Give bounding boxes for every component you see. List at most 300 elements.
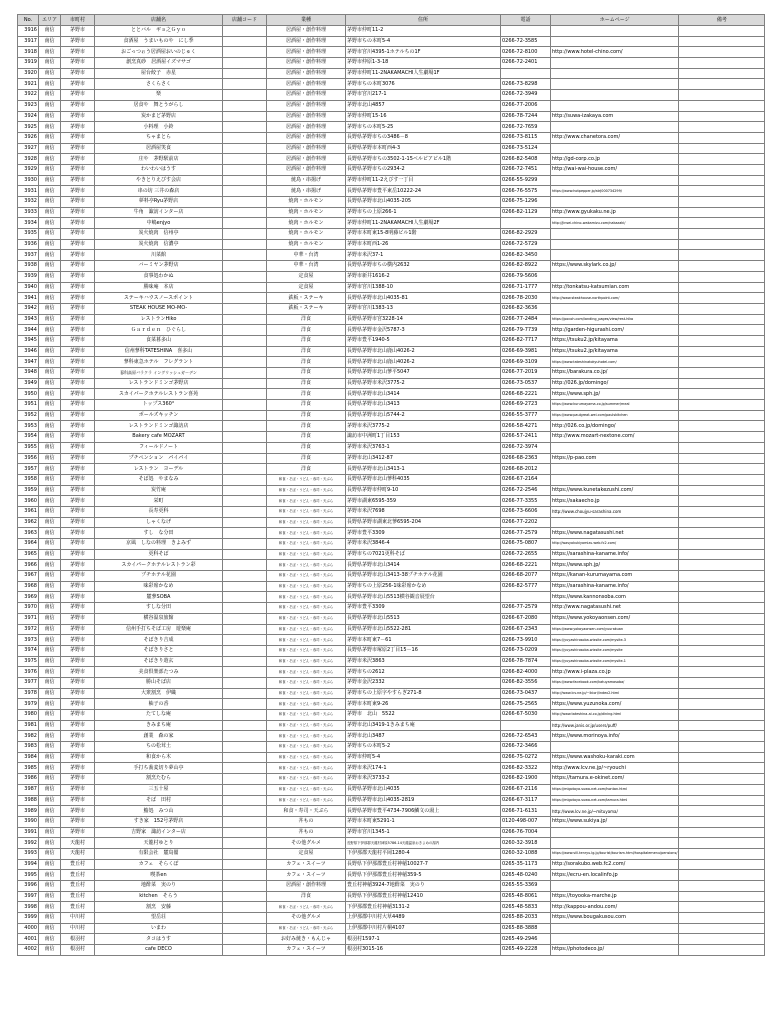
cell-area[interactable]: 南信	[39, 827, 61, 838]
cell-business-type[interactable]: 定食屋	[267, 848, 346, 859]
cell-municipality[interactable]: 茅野市	[61, 175, 95, 186]
cell-business-type[interactable]: 和食・寿司・天ぷら	[267, 806, 346, 817]
cell-address[interactable]: 長野県茅野市北山鹿山4026-2	[346, 357, 501, 368]
cell-phone[interactable]: 0266-73-0537	[501, 378, 551, 389]
cell-phone[interactable]: 0266-82-8922	[501, 261, 551, 272]
cell-store-name[interactable]: 天龍村ゆとり	[95, 838, 223, 849]
cell-business-type[interactable]: 居酒屋・創作料理	[267, 143, 346, 154]
cell-homepage[interactable]	[551, 58, 679, 69]
cell-remarks[interactable]	[679, 26, 765, 37]
cell-store-code[interactable]	[223, 710, 267, 721]
cell-store-name[interactable]: カフェ そらくぼ	[95, 859, 223, 870]
cell-phone[interactable]: 0266-72-8100	[501, 47, 551, 58]
cell-phone[interactable]: 0266-73-9910	[501, 635, 551, 646]
cell-homepage[interactable]	[551, 26, 679, 37]
cell-area[interactable]: 南信	[39, 378, 61, 389]
cell-address[interactable]: 茅野市仲町11-2	[346, 26, 501, 37]
cell-phone[interactable]: 0266-73-0209	[501, 645, 551, 656]
cell-no[interactable]: 3976	[18, 667, 39, 678]
cell-store-name[interactable]: 小料理 小鈴	[95, 122, 223, 133]
cell-no[interactable]: 3980	[18, 710, 39, 721]
cell-no[interactable]: 3930	[18, 175, 39, 186]
cell-remarks[interactable]	[679, 784, 765, 795]
cell-municipality[interactable]: 茅野市	[61, 100, 95, 111]
cell-phone[interactable]: 0266-73-6606	[501, 506, 551, 517]
cell-address[interactable]: 長野県茅野市北山5513	[346, 613, 501, 624]
cell-store-code[interactable]	[223, 742, 267, 753]
cell-business-type[interactable]: 和食・そば・うどん・寿司・天ぷら	[267, 592, 346, 603]
cell-remarks[interactable]	[679, 442, 765, 453]
cell-remarks[interactable]	[679, 881, 765, 892]
cell-address[interactable]: 茅野市仲町11-2えびす一丁目	[346, 175, 501, 186]
cell-area[interactable]: 南信	[39, 923, 61, 934]
cell-address[interactable]: 茅野市北山3419-1きみまち庵	[346, 720, 501, 731]
cell-area[interactable]: 南信	[39, 891, 61, 902]
cell-area[interactable]: 南信	[39, 218, 61, 229]
cell-municipality[interactable]: 茅野市	[61, 677, 95, 688]
cell-business-type[interactable]: 和食・そば・うどん・寿司・天ぷら	[267, 763, 346, 774]
cell-remarks[interactable]	[679, 218, 765, 229]
cell-store-name[interactable]: いまわ	[95, 923, 223, 934]
cell-no[interactable]: 3923	[18, 100, 39, 111]
cell-municipality[interactable]: 茅野市	[61, 645, 95, 656]
cell-area[interactable]: 南信	[39, 68, 61, 79]
cell-phone[interactable]: 0266-78-7874	[501, 656, 551, 667]
cell-phone[interactable]: 0265-48-5833	[501, 902, 551, 913]
cell-no[interactable]: 3981	[18, 720, 39, 731]
cell-no[interactable]: 3991	[18, 827, 39, 838]
cell-remarks[interactable]	[679, 710, 765, 721]
cell-remarks[interactable]	[679, 870, 765, 881]
cell-business-type[interactable]: 居酒屋・創作料理	[267, 132, 346, 143]
cell-homepage[interactable]	[551, 239, 679, 250]
cell-business-type[interactable]: 鉄板・ステーキ	[267, 293, 346, 304]
cell-business-type[interactable]: 居酒屋・創作料理	[267, 100, 346, 111]
cell-phone[interactable]: 0266-57-2411	[501, 432, 551, 443]
cell-area[interactable]: 南信	[39, 154, 61, 165]
cell-remarks[interactable]	[679, 389, 765, 400]
cell-no[interactable]: 3985	[18, 763, 39, 774]
cell-no[interactable]: 3919	[18, 58, 39, 69]
cell-business-type[interactable]: 和食・そば・うどん・寿司・天ぷら	[267, 560, 346, 571]
cell-remarks[interactable]	[679, 335, 765, 346]
cell-homepage[interactable]	[551, 838, 679, 849]
cell-homepage[interactable]: http://www.nagatasushi.net	[551, 603, 679, 614]
cell-homepage[interactable]	[551, 517, 679, 528]
cell-municipality[interactable]: 茅野市	[61, 624, 95, 635]
cell-homepage[interactable]: https://www.yuzunoka.com/	[551, 699, 679, 710]
cell-phone[interactable]: 0266-71-6131	[501, 806, 551, 817]
cell-business-type[interactable]: 焼鳥・串揚げ	[267, 186, 346, 197]
cell-homepage[interactable]: http://gd-corp.co.jp	[551, 154, 679, 165]
cell-store-code[interactable]	[223, 239, 267, 250]
cell-address[interactable]: 茅野市本町東9-26	[346, 699, 501, 710]
cell-store-code[interactable]	[223, 528, 267, 539]
cell-remarks[interactable]	[679, 795, 765, 806]
cell-area[interactable]: 南信	[39, 774, 61, 785]
cell-store-code[interactable]	[223, 282, 267, 293]
cell-homepage[interactable]: https://www.kannonsoba.com	[551, 592, 679, 603]
cell-homepage[interactable]	[551, 68, 679, 79]
cell-municipality[interactable]: 茅野市	[61, 314, 95, 325]
cell-area[interactable]: 南信	[39, 26, 61, 37]
cell-municipality[interactable]: 茅野市	[61, 539, 95, 550]
cell-municipality[interactable]: 茅野市	[61, 549, 95, 560]
cell-area[interactable]: 南信	[39, 934, 61, 945]
cell-homepage[interactable]: https://www.skylark.co.jp/	[551, 261, 679, 272]
cell-store-name[interactable]: 勝味庵 本店	[95, 282, 223, 293]
cell-phone[interactable]: 0266-78-2030	[501, 293, 551, 304]
cell-address[interactable]: 長野県茅野市本町西4-3	[346, 143, 501, 154]
cell-homepage[interactable]: http://www.choujyu-sarashina.com	[551, 506, 679, 517]
cell-area[interactable]: 南信	[39, 838, 61, 849]
cell-municipality[interactable]: 茅野市	[61, 207, 95, 218]
cell-area[interactable]: 南信	[39, 592, 61, 603]
cell-store-code[interactable]	[223, 432, 267, 443]
cell-store-code[interactable]	[223, 913, 267, 924]
cell-homepage[interactable]: https://www.bougakusou.com	[551, 913, 679, 924]
cell-store-code[interactable]	[223, 378, 267, 389]
cell-homepage[interactable]: https://www.facebook.com/katuyamasoba/	[551, 677, 679, 688]
cell-no[interactable]: 3972	[18, 624, 39, 635]
cell-address[interactable]: 長野県茅野市北山4035	[346, 784, 501, 795]
cell-no[interactable]: 3935	[18, 229, 39, 240]
cell-no[interactable]: 3917	[18, 36, 39, 47]
cell-store-name[interactable]: 味彩席かなめ	[95, 581, 223, 592]
cell-phone[interactable]: 0266-79-7739	[501, 325, 551, 336]
cell-homepage[interactable]: https://www.kunetakezushi.com/	[551, 485, 679, 496]
cell-phone[interactable]	[501, 26, 551, 37]
cell-municipality[interactable]: 茅野市	[61, 506, 95, 517]
cell-store-name[interactable]: 蓼科高原バラクラ イングリッシュガーデン	[95, 368, 223, 379]
cell-homepage[interactable]: https://sarashina-kaname.info/	[551, 549, 679, 560]
cell-no[interactable]: 3939	[18, 271, 39, 282]
cell-municipality[interactable]: 茅野市	[61, 603, 95, 614]
cell-store-name[interactable]: 食菜暮多山	[95, 335, 223, 346]
cell-store-name[interactable]: 大衆割烹 伊織	[95, 688, 223, 699]
cell-business-type[interactable]: 焼肉・ホルモン	[267, 197, 346, 208]
cell-phone[interactable]: 0265-48-8061	[501, 891, 551, 902]
cell-no[interactable]: 3933	[18, 207, 39, 218]
cell-municipality[interactable]: 茅野市	[61, 432, 95, 443]
cell-area[interactable]: 南信	[39, 560, 61, 571]
cell-store-name[interactable]: 屋台餃子 赤星	[95, 68, 223, 79]
cell-store-name[interactable]: 創烹真砂 居酒屋イズマサゴ	[95, 58, 223, 69]
cell-phone[interactable]: 0266-67-5030	[501, 710, 551, 721]
cell-no[interactable]: 3982	[18, 731, 39, 742]
cell-store-code[interactable]	[223, 677, 267, 688]
cell-store-name[interactable]: しゃくなげ	[95, 517, 223, 528]
cell-phone[interactable]: 0266-67-3117	[501, 795, 551, 806]
cell-address[interactable]: 茅野市北山4857	[346, 100, 501, 111]
cell-store-code[interactable]	[223, 699, 267, 710]
cell-address[interactable]: 長野県茅野市ちの横内2632	[346, 261, 501, 272]
cell-no[interactable]: 3916	[18, 26, 39, 37]
cell-area[interactable]: 南信	[39, 902, 61, 913]
cell-area[interactable]: 南信	[39, 784, 61, 795]
cell-remarks[interactable]	[679, 410, 765, 421]
cell-store-name[interactable]: 京風 しなの料理 きよみず	[95, 539, 223, 550]
cell-homepage[interactable]: http://sorakubo.web.fc2.com/	[551, 859, 679, 870]
cell-business-type[interactable]: 和食・そば・うどん・寿司・天ぷら	[267, 774, 346, 785]
cell-business-type[interactable]: 和食・そば・うどん・寿司・天ぷら	[267, 656, 346, 667]
cell-address[interactable]: 茅野市米沢37-1	[346, 250, 501, 261]
cell-homepage[interactable]	[551, 271, 679, 282]
cell-municipality[interactable]: 豊丘村	[61, 870, 95, 881]
cell-store-code[interactable]	[223, 271, 267, 282]
cell-homepage[interactable]: http://jinsei.chino-wakamizu.com/nakazaki/	[551, 218, 679, 229]
cell-phone[interactable]: 0265-48-0240	[501, 870, 551, 881]
cell-phone[interactable]: 0265-88-3888	[501, 923, 551, 934]
cell-address[interactable]: 茅野市本町東15-8明藤ビル1階	[346, 229, 501, 240]
cell-store-name[interactable]: 夢料亭Ryu茅野店	[95, 197, 223, 208]
cell-store-name[interactable]: 三五十屋	[95, 784, 223, 795]
cell-store-name[interactable]: すしな分田	[95, 603, 223, 614]
cell-remarks[interactable]	[679, 581, 765, 592]
cell-phone[interactable]: 0266-69-2723	[501, 400, 551, 411]
cell-homepage[interactable]: https://tsuku2.jp/kitayama	[551, 346, 679, 357]
cell-phone[interactable]: 0266-77-2202	[501, 517, 551, 528]
cell-store-name[interactable]: 庄や 茅野駅前店	[95, 154, 223, 165]
cell-store-name[interactable]: STEAK HOUSE MO-MO-	[95, 303, 223, 314]
cell-business-type[interactable]: 鉄板・ステーキ	[267, 303, 346, 314]
cell-remarks[interactable]	[679, 154, 765, 165]
cell-homepage[interactable]	[551, 36, 679, 47]
cell-store-name[interactable]: 和食から木	[95, 752, 223, 763]
cell-remarks[interactable]	[679, 517, 765, 528]
cell-store-name[interactable]: 食酒屋 うまいものや にし季	[95, 36, 223, 47]
cell-phone[interactable]: 0266-72-3949	[501, 90, 551, 101]
cell-remarks[interactable]	[679, 806, 765, 817]
cell-phone[interactable]: 0266-58-4271	[501, 421, 551, 432]
cell-store-name[interactable]: 食事処わかぬ	[95, 271, 223, 282]
cell-store-name[interactable]: ととバル ギョ之Ｇｙｏ	[95, 26, 223, 37]
cell-homepage[interactable]: http://www.janis.or.jp/users/puff/	[551, 720, 679, 731]
cell-address[interactable]: 長野県茅野市豊平4734-7906鱗文の湯上	[346, 806, 501, 817]
cell-no[interactable]: 3949	[18, 378, 39, 389]
cell-business-type[interactable]: 居酒屋・創作料理	[267, 111, 346, 122]
cell-area[interactable]: 南信	[39, 945, 61, 956]
cell-remarks[interactable]	[679, 539, 765, 550]
cell-phone[interactable]: 0266-72-3974	[501, 442, 551, 453]
cell-store-code[interactable]	[223, 859, 267, 870]
cell-homepage[interactable]: https://www.hotpepper.jp/strJ000734299/	[551, 186, 679, 197]
cell-business-type[interactable]: 洋食	[267, 357, 346, 368]
cell-municipality[interactable]: 豊丘村	[61, 859, 95, 870]
cell-phone[interactable]: 0266-72-7659	[501, 122, 551, 133]
cell-store-name[interactable]: 楽	[95, 90, 223, 101]
cell-no[interactable]: 3957	[18, 464, 39, 475]
cell-business-type[interactable]: 居酒屋・創作料理	[267, 154, 346, 165]
cell-remarks[interactable]	[679, 314, 765, 325]
cell-phone[interactable]: 0266-72-2655	[501, 549, 551, 560]
cell-phone[interactable]: 0260-32-1088	[501, 848, 551, 859]
cell-address[interactable]: 長野県下伊那郡豊丘村神稲359-5	[346, 870, 501, 881]
cell-homepage[interactable]: http://026.co.jp/domingo/	[551, 421, 679, 432]
cell-municipality[interactable]: 茅野市	[61, 186, 95, 197]
cell-remarks[interactable]	[679, 496, 765, 507]
cell-remarks[interactable]	[679, 400, 765, 411]
cell-business-type[interactable]: 居酒屋・創作料理	[267, 26, 346, 37]
cell-remarks[interactable]	[679, 742, 765, 753]
cell-no[interactable]: 3936	[18, 239, 39, 250]
cell-remarks[interactable]	[679, 100, 765, 111]
cell-address[interactable]: 茅野市豊平3309	[346, 528, 501, 539]
cell-store-code[interactable]	[223, 485, 267, 496]
cell-remarks[interactable]	[679, 923, 765, 934]
cell-store-name[interactable]: フィールドノート	[95, 442, 223, 453]
cell-business-type[interactable]: 居酒屋・創作料理	[267, 47, 346, 58]
cell-no[interactable]: 3999	[18, 913, 39, 924]
cell-phone[interactable]	[501, 218, 551, 229]
cell-address[interactable]: 茅野市米沢3846-4	[346, 539, 501, 550]
cell-no[interactable]: 3974	[18, 645, 39, 656]
cell-area[interactable]: 南信	[39, 36, 61, 47]
cell-municipality[interactable]: 茅野市	[61, 378, 95, 389]
cell-municipality[interactable]: 茅野市	[61, 827, 95, 838]
cell-address[interactable]: 長野県茅野市北山3413	[346, 400, 501, 411]
cell-phone[interactable]: 0266-68-2221	[501, 560, 551, 571]
cell-store-name[interactable]: 川菜館	[95, 250, 223, 261]
cell-homepage[interactable]: http://www.tateshina-ai.co.jp/dining.html	[551, 710, 679, 721]
cell-area[interactable]: 南信	[39, 400, 61, 411]
cell-homepage[interactable]	[551, 934, 679, 945]
cell-store-name[interactable]: わいわいはうす	[95, 164, 223, 175]
cell-store-code[interactable]	[223, 400, 267, 411]
cell-homepage[interactable]	[551, 197, 679, 208]
cell-no[interactable]: 3978	[18, 688, 39, 699]
cell-homepage[interactable]: https://yuyashirosoba.wixsite.com/mysite-1	[551, 656, 679, 667]
cell-business-type[interactable]: 洋食	[267, 421, 346, 432]
cell-remarks[interactable]	[679, 485, 765, 496]
cell-homepage[interactable]: http://www.steakhouse-northpoint.com/	[551, 293, 679, 304]
cell-store-name[interactable]: 炭竹庵	[95, 485, 223, 496]
cell-municipality[interactable]: 豊丘村	[61, 891, 95, 902]
cell-store-code[interactable]	[223, 314, 267, 325]
cell-business-type[interactable]: 和食・そば・うどん・寿司・天ぷら	[267, 731, 346, 742]
cell-store-name[interactable]: きみまち庵	[95, 720, 223, 731]
cell-store-code[interactable]	[223, 36, 267, 47]
cell-area[interactable]: 南信	[39, 197, 61, 208]
cell-phone[interactable]: 0266-77-2579	[501, 528, 551, 539]
cell-remarks[interactable]	[679, 197, 765, 208]
cell-store-name[interactable]: 更科そば	[95, 549, 223, 560]
cell-no[interactable]: 3973	[18, 635, 39, 646]
cell-phone[interactable]: 0266-82-7717	[501, 335, 551, 346]
cell-municipality[interactable]: 茅野市	[61, 528, 95, 539]
cell-area[interactable]: 南信	[39, 346, 61, 357]
cell-address[interactable]: 長野県茅野市湖東北蓼6595-204	[346, 517, 501, 528]
cell-area[interactable]: 南信	[39, 603, 61, 614]
cell-municipality[interactable]: 茅野市	[61, 464, 95, 475]
cell-homepage[interactable]	[551, 474, 679, 485]
cell-no[interactable]: 4000	[18, 923, 39, 934]
cell-business-type[interactable]: 和食・そば・うどん・寿司・天ぷら	[267, 752, 346, 763]
cell-phone[interactable]: 0266-77-2579	[501, 603, 551, 614]
cell-phone[interactable]: 0266-73-0437	[501, 688, 551, 699]
cell-no[interactable]: 3961	[18, 506, 39, 517]
cell-address[interactable]: 長野県茅野市ちの3486－8	[346, 132, 501, 143]
cell-phone[interactable]: 0266-68-2077	[501, 571, 551, 582]
cell-homepage[interactable]: https://kanan-kurumayama.com	[551, 571, 679, 582]
cell-area[interactable]: 南信	[39, 186, 61, 197]
cell-homepage[interactable]: https://toyooka-marche.jp	[551, 891, 679, 902]
cell-municipality[interactable]: 茅野市	[61, 720, 95, 731]
cell-store-code[interactable]	[223, 774, 267, 785]
cell-area[interactable]: 南信	[39, 742, 61, 753]
cell-remarks[interactable]	[679, 293, 765, 304]
cell-store-code[interactable]	[223, 154, 267, 165]
cell-phone[interactable]: 0266-82-2929	[501, 229, 551, 240]
cell-no[interactable]: 3963	[18, 528, 39, 539]
cell-business-type[interactable]: 洋食	[267, 335, 346, 346]
cell-municipality[interactable]: 茅野市	[61, 560, 95, 571]
cell-store-name[interactable]: スカイパークホテルレストラン彩	[95, 560, 223, 571]
cell-address[interactable]: 長野県茅野市北山3413-38プチホテル花園	[346, 571, 501, 582]
cell-store-name[interactable]: さくらさく	[95, 79, 223, 90]
cell-phone[interactable]: 0120-498-007	[501, 816, 551, 827]
cell-homepage[interactable]: https://photodeco.jp/	[551, 945, 679, 956]
cell-municipality[interactable]: 茅野市	[61, 154, 95, 165]
cell-no[interactable]: 3918	[18, 47, 39, 58]
cell-municipality[interactable]: 茅野市	[61, 442, 95, 453]
cell-business-type[interactable]: 和食・そば・うどん・寿司・天ぷら	[267, 581, 346, 592]
cell-no[interactable]: 3941	[18, 293, 39, 304]
cell-store-name[interactable]: ちの松茸土	[95, 742, 223, 753]
cell-remarks[interactable]	[679, 677, 765, 688]
cell-store-name[interactable]: kitchen そらう	[95, 891, 223, 902]
cell-municipality[interactable]: 茅野市	[61, 752, 95, 763]
cell-area[interactable]: 南信	[39, 282, 61, 293]
cell-store-code[interactable]	[223, 881, 267, 892]
cell-no[interactable]: 3925	[18, 122, 39, 133]
cell-store-code[interactable]	[223, 549, 267, 560]
cell-address[interactable]: 長野県下伊那郡豊丘村神稲12410	[346, 891, 501, 902]
cell-phone[interactable]: 0266-77-3355	[501, 496, 551, 507]
cell-business-type[interactable]: 和食・そば・うどん・寿司・天ぷら	[267, 496, 346, 507]
cell-store-name[interactable]: 喫茶en	[95, 870, 223, 881]
cell-remarks[interactable]	[679, 891, 765, 902]
cell-no[interactable]: 3992	[18, 838, 39, 849]
cell-area[interactable]: 南信	[39, 859, 61, 870]
cell-remarks[interactable]	[679, 111, 765, 122]
cell-address[interactable]: 茅野市仲町5-4	[346, 752, 501, 763]
cell-homepage[interactable]: http://suwa-izakaya.com	[551, 111, 679, 122]
cell-business-type[interactable]: 洋食	[267, 453, 346, 464]
cell-phone[interactable]: 0266-67-2343	[501, 624, 551, 635]
cell-store-name[interactable]: プチペンション パイパイ	[95, 453, 223, 464]
cell-remarks[interactable]	[679, 592, 765, 603]
cell-no[interactable]: 3944	[18, 325, 39, 336]
cell-area[interactable]: 南信	[39, 100, 61, 111]
cell-store-code[interactable]	[223, 357, 267, 368]
cell-homepage[interactable]: https://tsuku2.jp/kitayama	[551, 335, 679, 346]
cell-store-code[interactable]	[223, 645, 267, 656]
cell-store-name[interactable]: そば 田村	[95, 795, 223, 806]
cell-municipality[interactable]: 中川村	[61, 923, 95, 934]
cell-store-name[interactable]: 有限会社 麓鳥閣	[95, 848, 223, 859]
cell-municipality[interactable]: 茅野市	[61, 335, 95, 346]
cell-no[interactable]: 3958	[18, 474, 39, 485]
cell-area[interactable]: 南信	[39, 432, 61, 443]
cell-store-code[interactable]	[223, 539, 267, 550]
cell-area[interactable]: 南信	[39, 539, 61, 550]
cell-no[interactable]: 3971	[18, 613, 39, 624]
cell-store-code[interactable]	[223, 763, 267, 774]
cell-store-name[interactable]: 美食倶楽部たつみ	[95, 667, 223, 678]
cell-no[interactable]: 3937	[18, 250, 39, 261]
cell-business-type[interactable]: 中華・台湾	[267, 250, 346, 261]
